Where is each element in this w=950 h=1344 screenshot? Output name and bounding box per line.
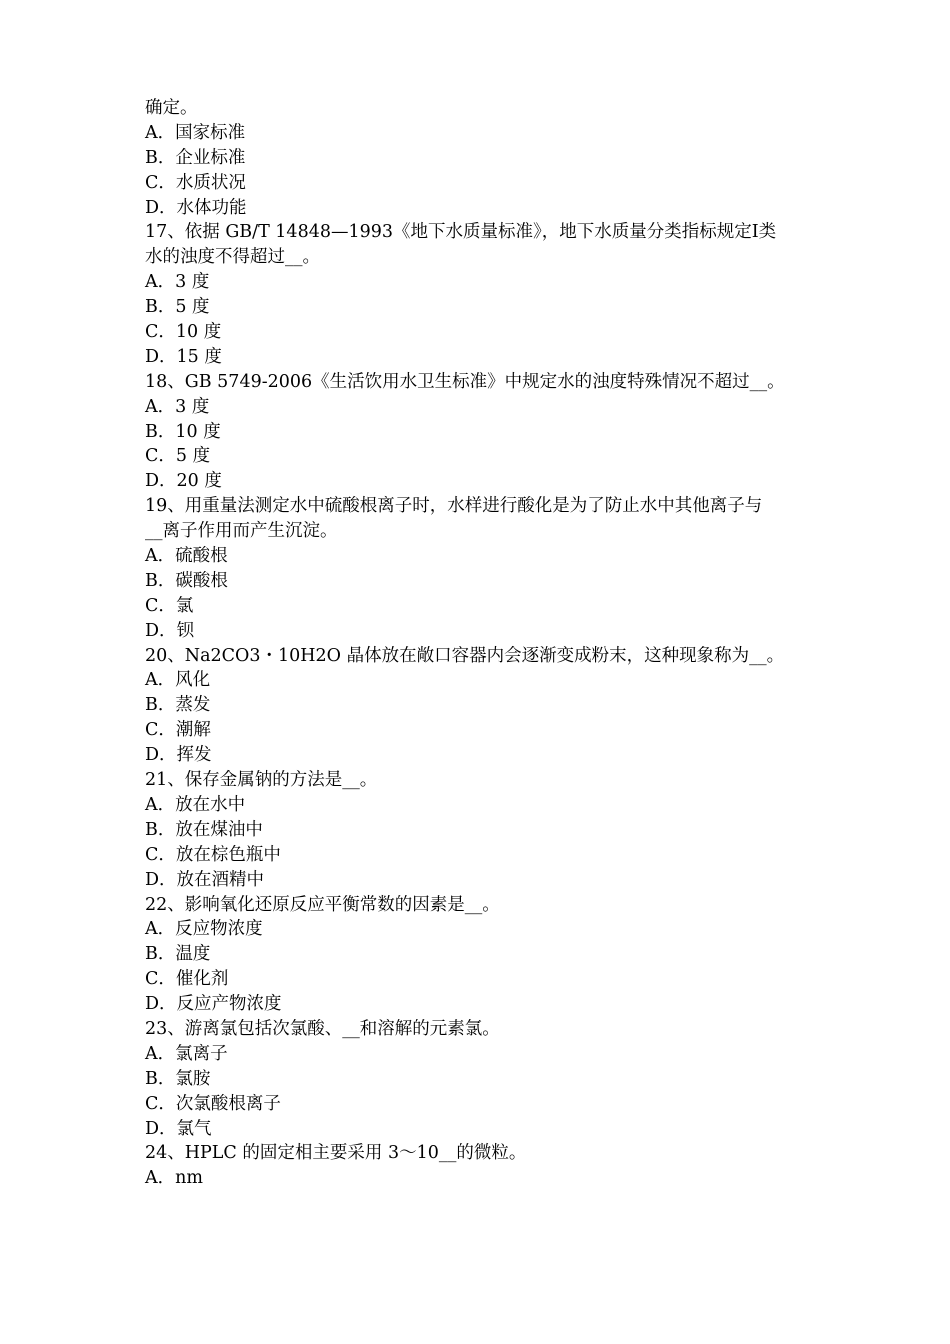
option-line: D．钡 bbox=[145, 620, 195, 641]
question-line: 22、影响氧化还原反应平衡常数的因素是__。 bbox=[145, 894, 500, 915]
option-line: B．放在煤油中 bbox=[145, 819, 263, 840]
option-line: C．5 度 bbox=[145, 446, 211, 467]
option-line: A．氯离子 bbox=[145, 1043, 228, 1064]
question-line: 19、用重量法测定水中硫酸根离子时，水样进行酸化是为了防止水中其他离子与 bbox=[145, 496, 763, 517]
option-line: C．10 度 bbox=[145, 322, 222, 343]
option-line: A．3 度 bbox=[145, 396, 210, 417]
question-line: 24、HPLC 的固定相主要采用 3～10__的微粒。 bbox=[145, 1143, 527, 1164]
option-line: C．潮解 bbox=[145, 720, 211, 741]
question-line: 23、游离氯包括次氯酸、__和溶解的元素氯。 bbox=[145, 1018, 500, 1039]
option-line: D．放在酒精中 bbox=[145, 869, 265, 890]
option-line: A．反应物浓度 bbox=[145, 919, 263, 940]
option-line: B．氯胺 bbox=[145, 1068, 211, 1089]
option-line: B．蒸发 bbox=[145, 695, 211, 716]
question-line: 20、Na2CO3・10H2O 晶体放在敞口容器内会逐渐变成粉末，这种现象称为__。 bbox=[145, 645, 785, 666]
question-line: 18、GB 5749-2006《生活饮用水卫生标准》中规定水的浊度特殊情况不超过__。 bbox=[145, 371, 785, 392]
option-line: C．水质状况 bbox=[145, 172, 246, 193]
option-line: C．次氯酸根离子 bbox=[145, 1093, 281, 1114]
option-line: D．15 度 bbox=[145, 346, 222, 367]
option-line: A．硫酸根 bbox=[145, 546, 228, 567]
text-line: 确定。 bbox=[145, 98, 198, 118]
option-line: D．水体功能 bbox=[145, 197, 247, 218]
option-line: D．反应产物浓度 bbox=[145, 994, 282, 1015]
option-line: C．氯 bbox=[145, 595, 194, 616]
option-line: A．nm bbox=[145, 1168, 204, 1189]
option-line: B．10 度 bbox=[145, 421, 221, 442]
option-line: C．放在棕色瓶中 bbox=[145, 844, 281, 865]
option-line: A．风化 bbox=[145, 670, 211, 691]
document-body bbox=[145, 96, 825, 1191]
question-line: 水的浊度不得超过__。 bbox=[145, 247, 320, 268]
option-line: A．放在水中 bbox=[145, 794, 246, 815]
question-line: 17、依据 GB/T 14848—1993《地下水质量标准》，地下水质量分类指标规定Ⅰ类 bbox=[145, 222, 777, 243]
option-line: D．挥发 bbox=[145, 745, 212, 766]
option-line: B．企业标准 bbox=[145, 147, 246, 168]
option-line: B．碳酸根 bbox=[145, 570, 228, 591]
option-line: C．催化剂 bbox=[145, 969, 229, 990]
question-line: __离子作用而产生沉淀。 bbox=[145, 521, 338, 542]
option-line: D．20 度 bbox=[145, 471, 222, 492]
option-line: B．5 度 bbox=[145, 297, 210, 318]
option-line: A．3 度 bbox=[145, 272, 210, 293]
option-line: A．国家标准 bbox=[145, 122, 246, 143]
option-line: D．氯气 bbox=[145, 1118, 212, 1139]
option-line: B．温度 bbox=[145, 944, 211, 965]
question-line: 21、保存金属钠的方法是__。 bbox=[145, 770, 378, 791]
